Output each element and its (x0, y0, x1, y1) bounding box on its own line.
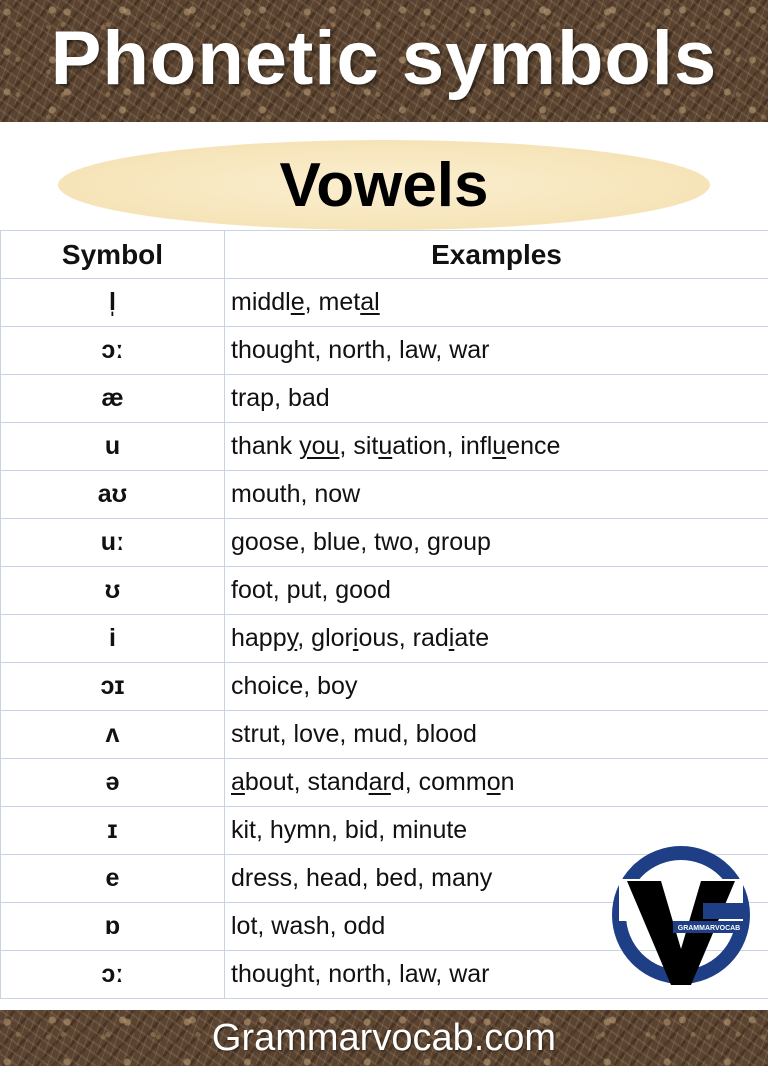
table-row (1, 471, 768, 519)
logo-g-bar (703, 903, 743, 919)
grammarvocab-logo (611, 845, 751, 985)
underlined-sound: u (492, 432, 507, 460)
underlined-sound: i (448, 624, 455, 652)
underlined-sound: e (290, 288, 305, 316)
examples-cell: about, standard, common (225, 759, 768, 807)
underlined-sound: i (352, 624, 359, 652)
symbol-cell: i (1, 615, 225, 663)
page-title: Phonetic symbols (50, 16, 718, 101)
underlined-sound: ar (368, 768, 391, 796)
underlined-sound: you (299, 432, 340, 460)
symbol-cell: aʊ (1, 471, 225, 519)
examples-cell: strut, love, mud, blood (225, 711, 768, 759)
underlined-sound: a (231, 768, 245, 796)
table-row (1, 711, 768, 759)
examples-cell: lot, wash, odd (225, 903, 768, 951)
examples-cell: happy, glorious, radiate (225, 615, 768, 663)
footer-url: Grammarvocab.com (211, 1017, 557, 1059)
symbol-cell: e (1, 855, 225, 903)
table-row (1, 615, 768, 663)
underlined-sound: al (360, 288, 380, 316)
table-row (1, 759, 768, 807)
examples-cell: dress, head, bed, many (225, 855, 768, 903)
underlined-sound: y (286, 624, 298, 652)
examples-cell: kit, hymn, bid, minute (225, 807, 768, 855)
logo-text: GRAMMARVOCAB (677, 925, 741, 932)
table-row (1, 327, 768, 375)
symbol-cell: u (1, 423, 225, 471)
table-row (1, 279, 768, 327)
examples-cell: trap, bad (225, 375, 768, 423)
table-row (1, 567, 768, 615)
underlined-sound: u (378, 432, 393, 460)
column-header-examples: Examples (225, 231, 768, 279)
table-row (1, 423, 768, 471)
symbol-cell: ʌ (1, 711, 225, 759)
symbol-cell: æ (1, 375, 225, 423)
table-row (1, 375, 768, 423)
symbol-cell: ɪ (1, 807, 225, 855)
examples-cell: thank you, situation, influence (225, 423, 768, 471)
symbol-cell: uː (1, 519, 225, 567)
table-row (1, 663, 768, 711)
symbol-cell: ʊ (1, 567, 225, 615)
column-header-symbol: Symbol (1, 231, 225, 279)
symbol-cell: ɔɪ (1, 663, 225, 711)
examples-cell: choice, boy (225, 663, 768, 711)
examples-cell: middle, metal (225, 279, 768, 327)
table-header-row (1, 231, 768, 279)
examples-cell: thought, north, law, war (225, 951, 768, 999)
symbol-cell: ɔː (1, 327, 225, 375)
table-row (1, 519, 768, 567)
examples-cell: goose, blue, two, group (225, 519, 768, 567)
underlined-sound: o (486, 768, 501, 796)
examples-cell: foot, put, good (225, 567, 768, 615)
symbol-cell: ɒ (1, 903, 225, 951)
symbol-cell: ɔː (1, 951, 225, 999)
section-title: Vowels (279, 151, 489, 220)
examples-cell: mouth, now (225, 471, 768, 519)
examples-cell: thought, north, law, war (225, 327, 768, 375)
symbol-cell: ə (1, 759, 225, 807)
symbol-cell: l̩ (1, 279, 225, 327)
